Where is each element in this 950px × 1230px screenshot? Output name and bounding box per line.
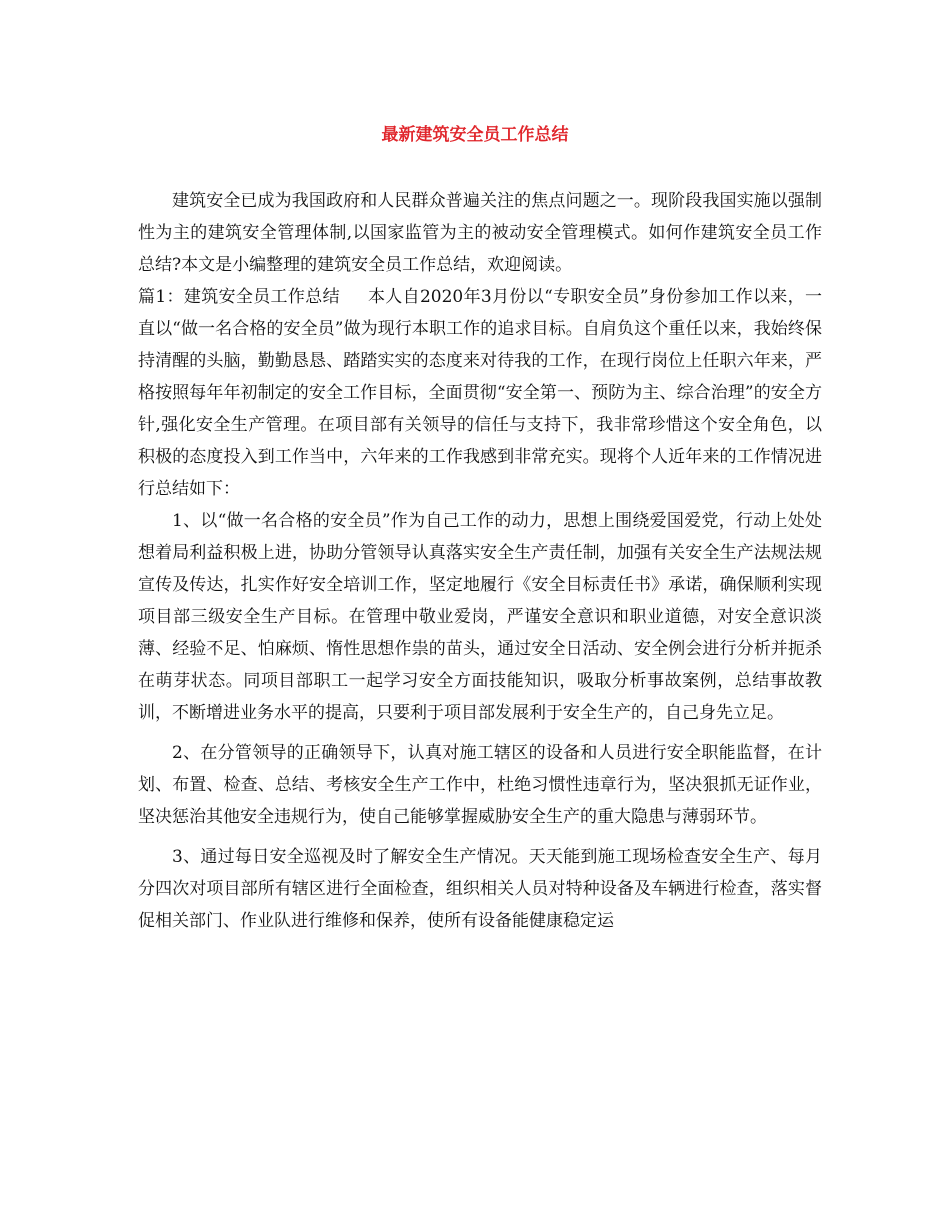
item-1-paragraph: 1、以“做一名合格的安全员”作为自己工作的动力，思想上围绕爱国爱党，行动上处处想着局利益积极上进，协助分管领导认真落实安全生产责任制，加强有关安全生产法规法规宣传及传达，扎实作好安全培训工作，坚定地履行《安全目标责任书》承诺，确保顺利实现项目部三级安全生产目标。在管理中敬业爱岗，严谨安全意识和职业道德，对安全意识淡薄、经验不足、怕麻烦、惰性思想作祟的苗头，通过安全日活动、安全例会进行分析并扼杀在萌芽状态。同项目部职工一起学习安全方面技能知识，吸取分析事故案例，总结事故教训，不断增进业务水平的提高，只要利于项目部发展利于安全生产的，自己身先立足。: [138, 511, 822, 723]
intro-paragraph: 建筑安全已成为我国政府和人民群众普遍关注的焦点问题之一。现阶段我国实施以强制性为主的建筑安全管理体制,以国家监管为主的被动安全管理模式。如何作建筑安全员工作总结?本文是小编整理的建筑安全员工作总结，欢迎阅读。: [138, 191, 822, 275]
document-title: 最新建筑安全员工作总结: [381, 125, 569, 145]
article-paragraph: [138, 281, 822, 505]
article-label: 篇1：建筑安全员工作总结: [138, 287, 340, 307]
item-2-paragraph: 2、在分管领导的正确领导下，认真对施工辖区的设备和人员进行安全职能监督，在计划、布置、检查、总结、考核安全生产工作中，杜绝习惯性违章行为，坚决狠抓无证作业，坚决惩治其他安全违规行为，使自己能够掌握威胁安全生产的重大隐患与薄弱环节。: [138, 743, 822, 827]
item-3-paragraph: 3、通过每日安全巡视及时了解安全生产情况。天天能到施工现场检查安全生产、每月分四次对项目部所有辖区进行全面检查，组织相关人员对特种设备及车辆进行检查，落实督促相关部门、作业队进行维修和保养，使所有设备能健康稳定运: [138, 847, 822, 931]
document-body: [138, 185, 822, 937]
article-text: 本人自2020年3月份以“专职安全员”身份参加工作以来，一直以“做一名合格的安全员”做为现行本职工作的追求目标。自肩负这个重任以来，我始终保持清醒的头脑，勤勤恳恳、踏踏实实的态度来对待我的工作，在现行岗位上任职六年来，严格按照每年年初制定的安全工作目标，全面贯彻“安全第一、预防为主、综合治理”的安全方针,强化安全生产管理。在项目部有关领导的信任与支持下，我非常珍惜这个安全角色，以积极的态度投入到工作当中，六年来的工作我感到非常充实。现将个人近年来的工作情况进行总结如下：: [138, 287, 822, 499]
